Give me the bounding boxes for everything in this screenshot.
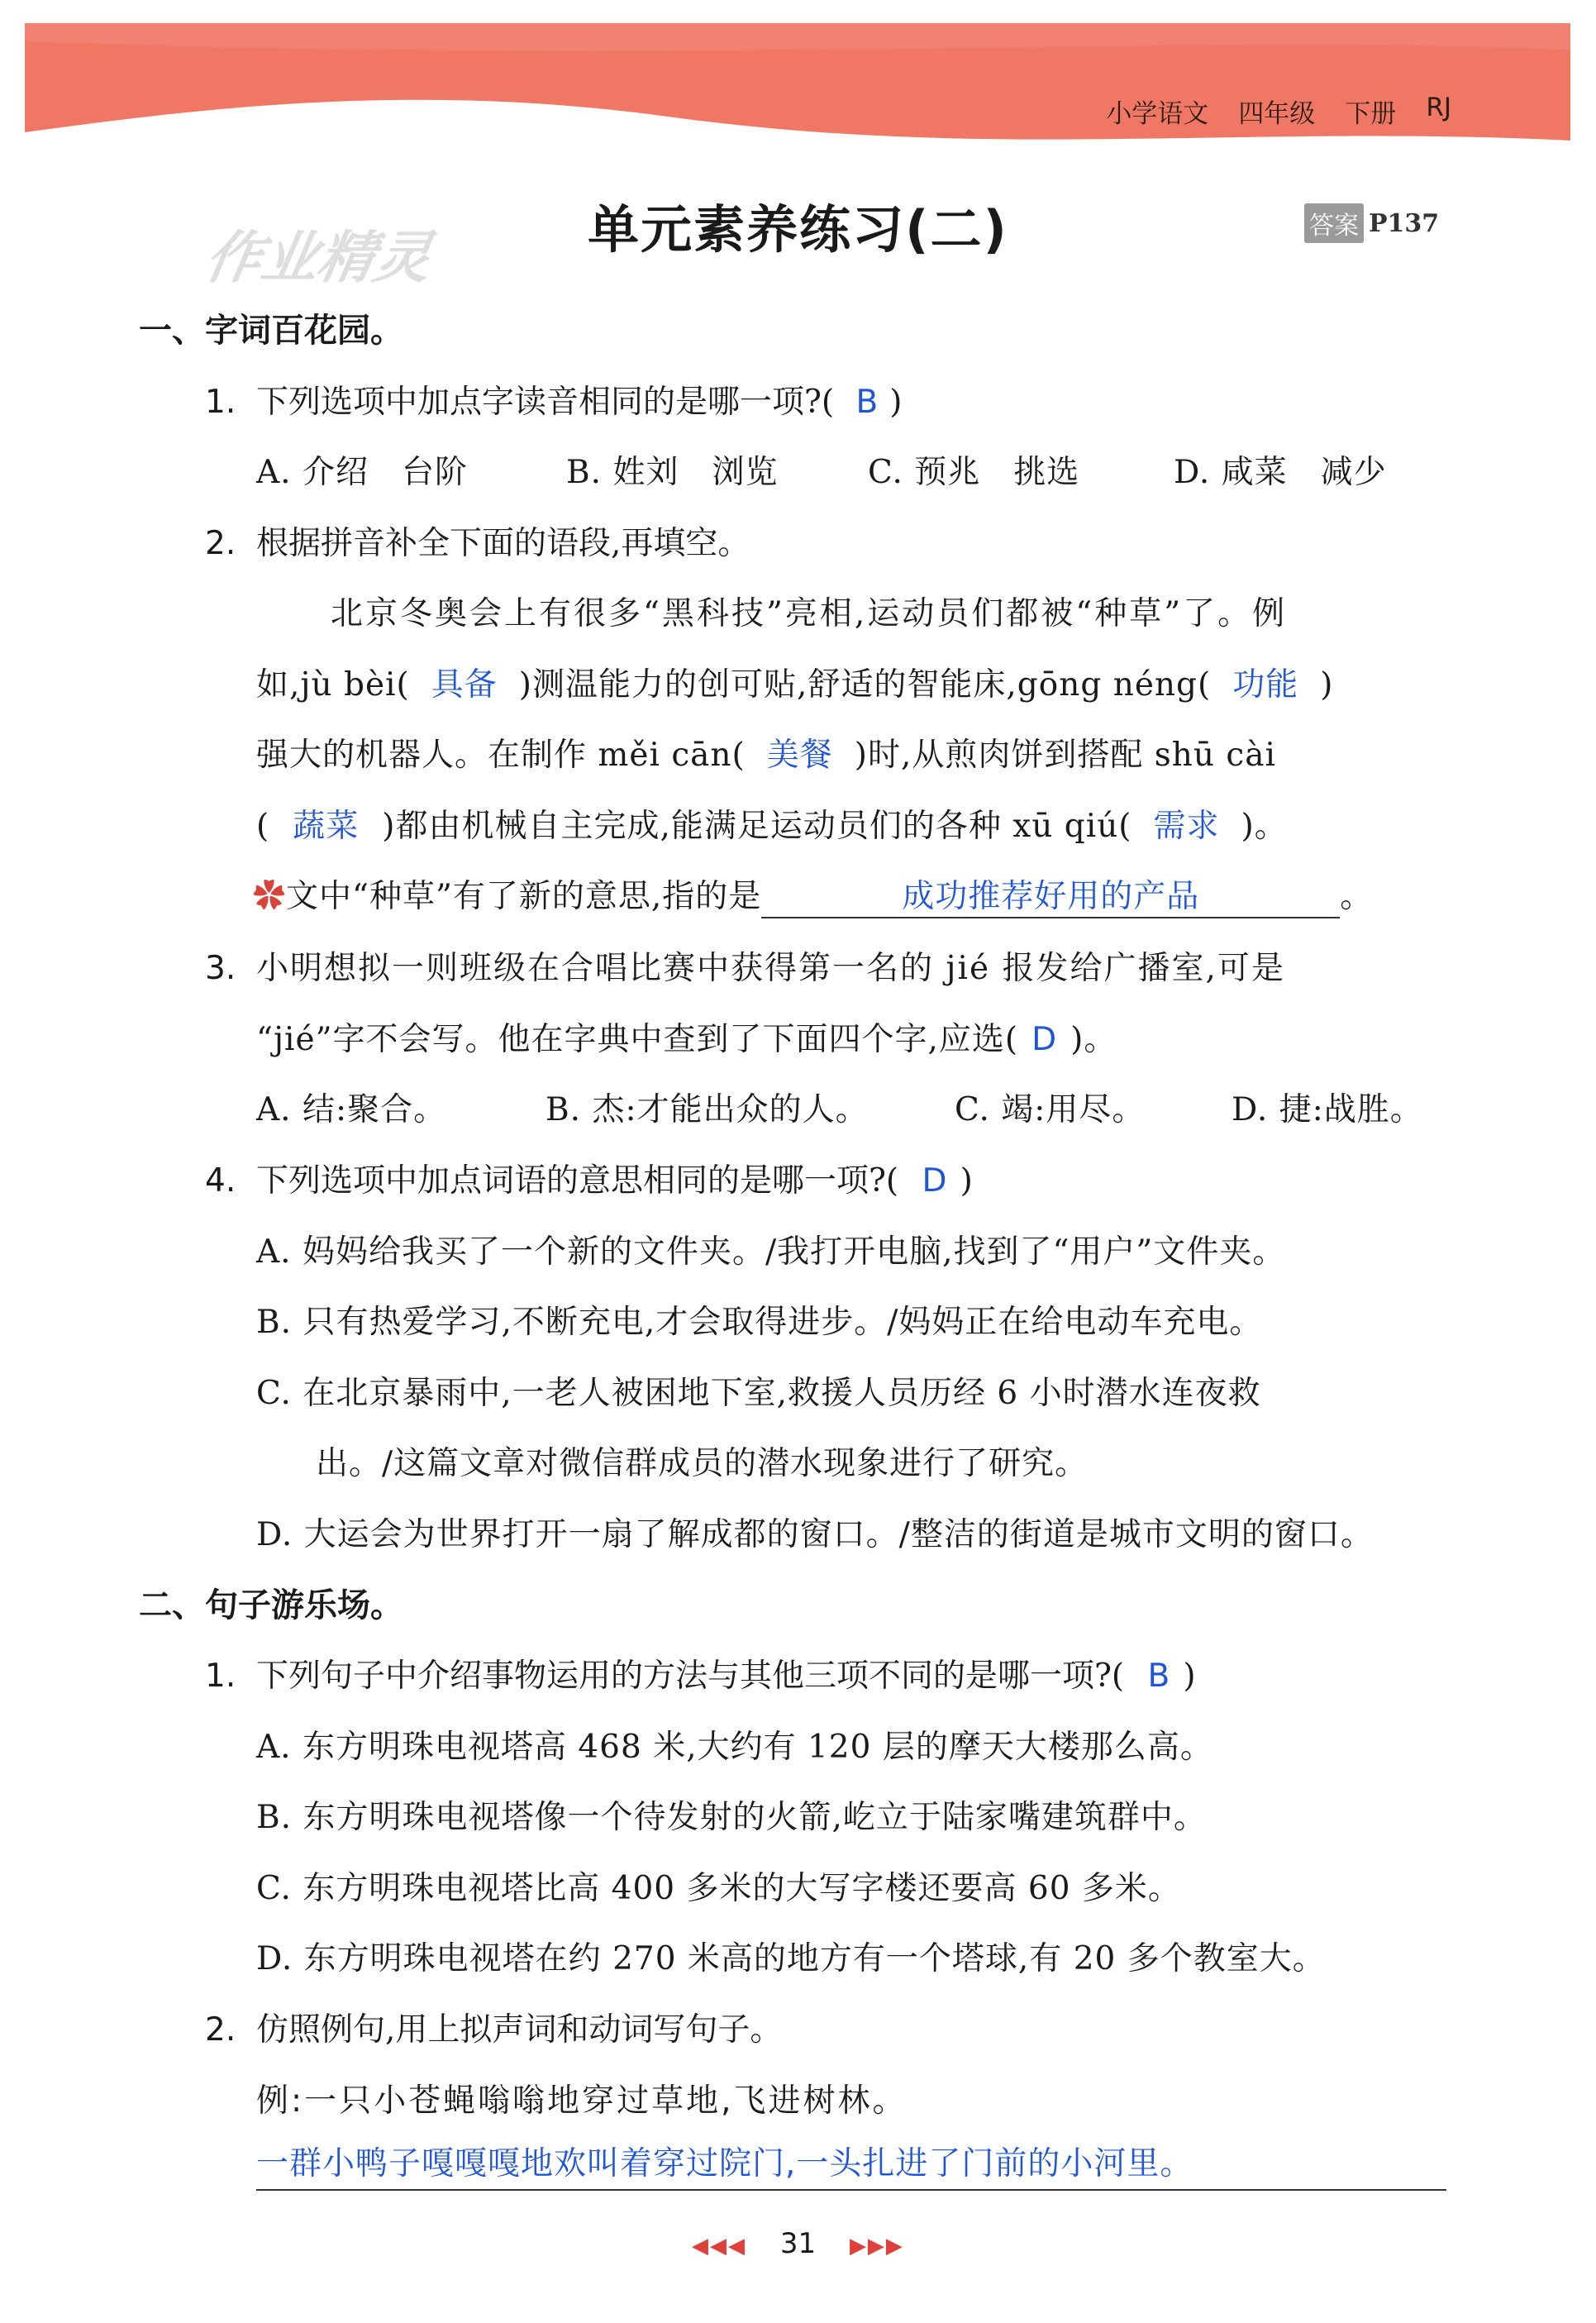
- s1-q2-answer-3: 美餐: [766, 737, 833, 774]
- s1-q3-line2: [256, 1014, 1117, 1060]
- s1-q1-option-c: C. 预兆 挑选: [868, 454, 1080, 491]
- s1-q2-text: )。: [1241, 808, 1288, 845]
- header-band: [0, 0, 1596, 165]
- s2-q2-stem: 仿照例句,用上拟声词和动词写句子。: [256, 2011, 783, 2049]
- section2-title: 二、句子游乐场。: [139, 1586, 403, 1624]
- header-edition: RJ: [1426, 93, 1451, 122]
- s1-q3-answer: D: [1031, 1021, 1058, 1058]
- s1-q3-stem1: 小明想拟一则班级在合唱比赛中获得第一名的 jié 报发给广播室,可是: [256, 950, 1285, 987]
- s1-q2-text: 。: [1340, 878, 1374, 915]
- page-title: 单元素养练习(二): [588, 199, 1008, 260]
- s2-q2-answer-line: [256, 2138, 1446, 2191]
- s1-q4-option-c-line2: 出。/这篇文章对微信群成员的潜水现象进行了研究。: [316, 1445, 1089, 1482]
- s1-q2-text: )都由机械自主完成,能满足运动员们的各种 xū qiú(: [382, 808, 1132, 845]
- header-volume: 下册: [1345, 99, 1397, 129]
- s2-q2: [205, 2004, 782, 2050]
- watermark-logo: 作业精灵: [199, 226, 436, 291]
- s1-q2-para-line2: [256, 659, 1333, 705]
- s1-q4-close: ): [960, 1162, 973, 1200]
- s1-q2-answer-1: 具备: [431, 666, 498, 704]
- s1-q2-fill-line: [253, 871, 1374, 918]
- s1-q3-option-b: B. 杰:才能出众的人。: [545, 1091, 869, 1128]
- s1-q1-close: ): [889, 384, 903, 421]
- s1-q1-options: [256, 446, 1387, 493]
- s2-q2-example: 例:一只小苍蝇嗡嗡地穿过草地,飞进树林。: [256, 2082, 908, 2120]
- s1-q1-answer: B: [855, 384, 879, 421]
- s1-q2-text: 文中“种草”有了新的意思,指的是: [286, 878, 762, 915]
- s1-q3-option-c: C. 竭:用尽。: [955, 1091, 1146, 1128]
- s1-q4: [205, 1155, 973, 1201]
- s1-q3-text: “jié”字不会写。他在字典中查到了下面四个字,应选(: [256, 1021, 1019, 1058]
- s1-q2-stem: 根据拼音补全下面的语段,再填空。: [256, 525, 750, 562]
- s1-q3-num: 3.: [205, 950, 236, 987]
- s1-q1-stem: 下列选项中加点字读音相同的是哪一项?(: [256, 384, 835, 421]
- header-subject: 小学语文: [1106, 99, 1209, 129]
- s1-q4-option-a: A. 妈妈给我买了一个新的文件夹。/我打开电脑,找到了“用户”文件夹。: [256, 1233, 1286, 1271]
- next-arrows-icon: ▶▶▶: [849, 2234, 904, 2259]
- s1-q1-option-b: B. 姓刘 浏览: [566, 454, 779, 491]
- s1-q2-answer-6: 成功推荐好用的产品: [761, 871, 1340, 918]
- answer-reference[interactable]: [1304, 203, 1439, 243]
- s1-q2-answer-4: 蔬菜: [293, 808, 360, 845]
- s1-q2-text: 强大的机器人。在制作 měi cān(: [256, 737, 746, 774]
- s1-q4-option-b: B. 只有热爱学习,不断充电,才会取得进步。/妈妈正在给电动车充电。: [256, 1304, 1263, 1341]
- s1-q2-text: )测温能力的创可贴,舒适的智能床,gōng néng(: [518, 666, 1212, 704]
- s1-q2: [205, 518, 750, 564]
- header-grade: 四年级: [1238, 99, 1316, 129]
- s2-q1-answer: B: [1147, 1658, 1170, 1695]
- s1-q2-num: 2.: [205, 525, 236, 562]
- s2-q1-close: ): [1183, 1658, 1196, 1695]
- s1-q2-para-line3: [256, 729, 1276, 775]
- s1-q1-option-d: D. 咸菜 减少: [1174, 454, 1387, 491]
- s2-q1-option-c: C. 东方明珠电视塔比高 400 多米的大写字楼还要高 60 多米。: [256, 1870, 1181, 1907]
- s1-q4-num: 4.: [205, 1162, 236, 1200]
- s2-q2-num: 2.: [205, 2011, 236, 2049]
- s2-q2-answer: 一群小鸭子嘎嘎嘎地欢叫着穿过院门,一头扎进了门前的小河里。: [256, 2145, 1193, 2182]
- s1-q4-stem: 下列选项中加点词语的意思相同的是哪一项?(: [256, 1162, 899, 1200]
- s1-q2-text: (: [256, 808, 270, 845]
- header-meta: [1106, 93, 1451, 130]
- s1-q4-option-d: D. 大运会为世界打开一扇了解成都的窗口。/整洁的街道是城市文明的窗口。: [256, 1516, 1374, 1553]
- s2-q1: [205, 1650, 1196, 1696]
- s2-q1-num: 1.: [205, 1658, 236, 1695]
- flower-icon: ✿: [253, 878, 287, 915]
- prev-arrows-icon: ◀◀◀: [692, 2234, 747, 2259]
- s1-q3-text: )。: [1070, 1021, 1117, 1058]
- s1-q2-answer-5: 需求: [1153, 808, 1220, 845]
- s2-q1-option-a: A. 东方明珠电视塔高 468 米,大约有 120 层的摩天大楼那么高。: [256, 1729, 1213, 1766]
- s1-q2-para-line4: [256, 800, 1288, 847]
- page-footer: [0, 2227, 1596, 2260]
- s1-q1-option-a: A. 介绍 台阶: [256, 454, 468, 491]
- s1-q4-answer: D: [922, 1162, 947, 1200]
- s1-q2-text: ): [1320, 666, 1334, 704]
- s1-q2-text: )时,从煎肉饼到搭配 shū cài: [854, 737, 1277, 774]
- s2-q1-option-d: D. 东方明珠电视塔在约 270 米高的地方有一个塔球,有 20 多个教室大。: [256, 1940, 1326, 1977]
- s1-q2-text: 如,jù bèi(: [256, 666, 410, 704]
- s1-q3: [205, 942, 1285, 989]
- s2-q1-option-b: B. 东方明珠电视塔像一个待发射的火箭,屹立于陆家嘴建筑群中。: [256, 1799, 1207, 1836]
- section1-title: 一、字词百花园。: [139, 312, 403, 350]
- answer-page: P137: [1369, 208, 1440, 238]
- s1-q3-option-a: A. 结:聚合。: [256, 1091, 447, 1128]
- s1-q1: [205, 376, 903, 422]
- s1-q3-option-d: D. 捷:战胜。: [1232, 1091, 1423, 1128]
- answer-badge: 答案: [1304, 203, 1364, 243]
- s1-q3-options: [256, 1084, 1423, 1130]
- s2-q1-stem: 下列句子中介绍事物运用的方法与其他三项不同的是哪一项?(: [256, 1658, 1125, 1695]
- s1-q1-num: 1.: [205, 384, 236, 421]
- s1-q2-para-line1: 北京冬奥会上有很多“黑科技”亮相,运动员们都被“种草”了。例: [331, 595, 1288, 632]
- s1-q2-answer-2: 功能: [1232, 666, 1299, 704]
- page-number: 31: [779, 2227, 817, 2260]
- s1-q4-option-c-line1: C. 在北京暴雨中,一老人被困地下室,救援人员历经 6 小时潜水连夜救: [256, 1375, 1261, 1412]
